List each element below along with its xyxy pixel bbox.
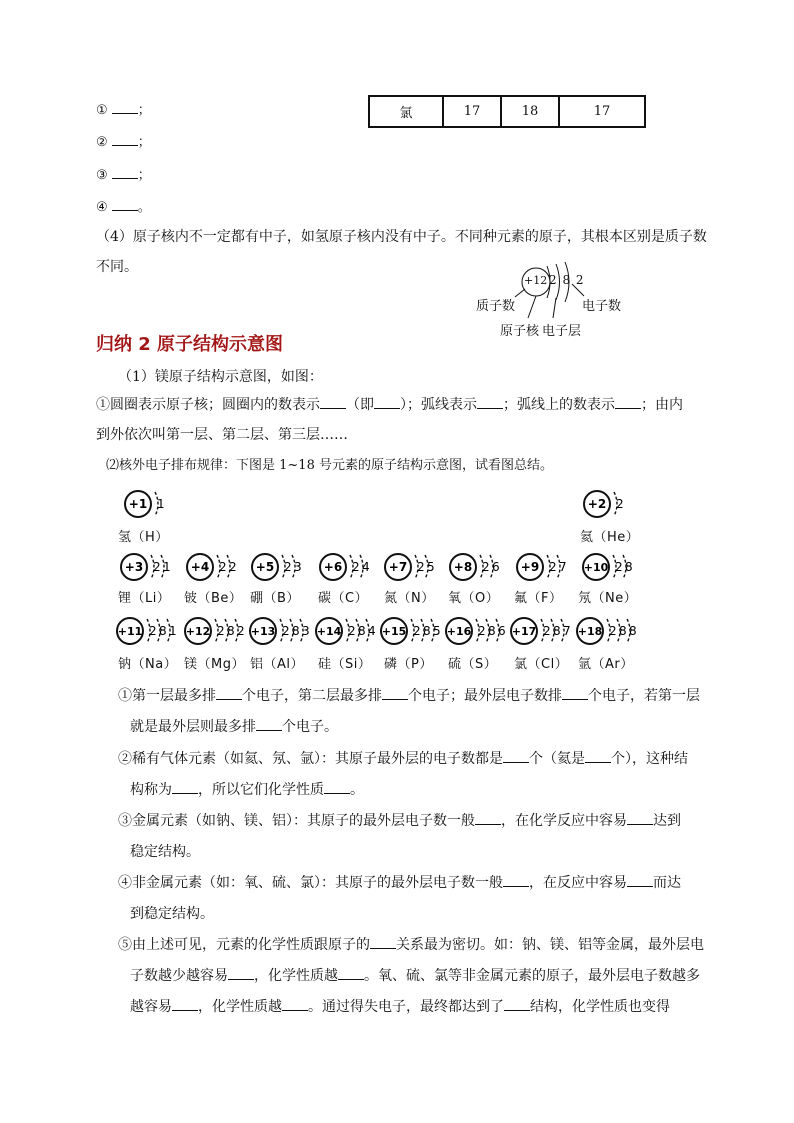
shell-electron-count: 1 [169,624,177,638]
atom-diagram [574,614,654,648]
rule3-line1 [118,811,681,831]
text: 。通过得失电子，最终都达到了 [308,999,504,1015]
answer-blank[interactable] [382,699,408,700]
answer-blank[interactable] [216,699,242,700]
text: 个电子，若第一层 [588,688,700,704]
text: 子数越少越容易 [130,968,228,984]
nucleus-charge: +4 [190,560,210,574]
shell-electron-count: 2 [543,624,551,638]
mg-nucleus-charge: +12 [524,274,548,287]
atom-label: 氦（He） [580,530,640,545]
list-item-1 [96,101,151,121]
answer-blank[interactable] [282,1010,308,1011]
answer-blank[interactable] [477,408,503,409]
atom-diagram [581,487,661,521]
shell-electron-count: 8 [227,624,235,638]
nucleus-charge: +3 [124,560,144,574]
shell-electron-count: 5 [427,560,435,574]
label-proton: 质子数 [476,299,516,314]
list-item-2 [96,133,151,153]
para1-line3: 到外依次叫第一层、第二层、第三层…… [96,427,348,443]
atom-diagram [122,487,202,521]
table-cell: 17 [443,96,501,127]
list-marker: ④ [96,200,108,215]
nucleus-charge: +12 [185,625,211,638]
shell-electron-count: 2 [282,624,290,638]
atom-label: 氖（Ne） [578,591,638,606]
atom-label: 铝（Al） [250,657,305,672]
atom-label: 钠（Na） [118,657,178,672]
nucleus-charge: +9 [520,560,540,574]
shell-electron-count: 2 [478,624,486,638]
table-cell: 17 [559,96,645,127]
rule5-line3 [130,997,670,1017]
text: ）；弧线表示 [400,397,477,413]
shell-electron-count: 2 [417,560,425,574]
para1-line1: （1）镁原子结构示意图，如图： [118,369,323,385]
nucleus-charge: +11 [117,625,143,638]
answer-blank[interactable] [228,979,254,980]
answer-blank[interactable] [503,762,529,763]
shell-electron-count: 2 [549,560,557,574]
text: 。 [350,782,364,798]
text: 达到 [653,813,681,829]
text: ，所以它们化学性质 [198,782,324,798]
shell-electron-count: 8 [625,560,633,574]
pointer-line [553,298,556,318]
answer-blank[interactable] [112,178,138,179]
para2-line1: ⑵核外电子排布规律：下图是 1~18 号元素的原子结构示意图，试看图总结。 [106,458,553,473]
answer-blank[interactable] [503,886,529,887]
separator: ； [137,103,151,118]
shell-electron-count: 2 [237,624,245,638]
answer-blank[interactable] [324,793,350,794]
pointer-line [515,289,525,297]
nucleus-charge: +6 [323,560,343,574]
text: 个电子。 [282,719,338,735]
shell-electron-count: 2 [482,560,490,574]
table-row [369,96,645,127]
text: （即 [346,397,374,413]
nucleus-charge: +10 [583,561,609,574]
shell-electron-count: 2 [615,560,623,574]
shell-electron-count: 7 [559,560,567,574]
atom-label: 锂（Li） [118,591,171,606]
answer-blank[interactable] [562,699,588,700]
shell-electron-count: 8 [488,624,496,638]
nucleus-charge: +8 [453,560,473,574]
list-marker: ③ [96,168,108,183]
shell-electron-count: 2 [352,560,360,574]
shell-electron-count: 8 [619,624,627,638]
shell-electron-count: 7 [563,624,571,638]
answer-blank[interactable] [475,824,501,825]
shell-electron-count: 2 [284,560,292,574]
label-electron: 电子数 [582,299,622,314]
answer-blank[interactable] [172,1010,198,1011]
nucleus-charge: +14 [316,625,342,638]
table-cell: 氯 [369,96,443,127]
nucleus-charge: +15 [381,625,407,638]
atom-label: 磷（P） [384,657,433,672]
shell-electron-count: 8 [292,624,300,638]
shell-electron-count: 1 [163,560,171,574]
text: 就是最外层则最多排 [130,719,256,735]
atom-diagram [580,550,660,584]
point4-line1: （4）原子核内不一定都有中子，如氢原子核内没有中子。不同种元素的原子，其根本区别是质子数 [96,229,707,245]
nucleus-charge: +2 [587,497,607,511]
atom-label: 硼（B） [250,591,300,606]
nucleus-charge: +1 [128,497,148,511]
text: ④非金属元素（如：氧、硫、氯）：其原子的最外层电子数一般 [118,875,503,891]
atom-label: 硅（Si） [318,657,372,672]
text: ②稀有气体元素（如氦、氖、氩）：其原子最外层的电子数都是 [118,751,503,767]
shell-electron-count: 2 [413,624,421,638]
point4-line2: 不同。 [96,259,138,275]
text: ，化学性质越 [198,999,282,1015]
table-cell: 18 [501,96,559,127]
shell-electron-count: 4 [368,624,376,638]
nucleus-charge: +7 [388,560,408,574]
answer-blank[interactable] [615,408,641,409]
nucleus-charge: +5 [255,560,275,574]
mg-shell-counts: 2 8 2 [549,273,585,287]
text: 个电子，第二层最多排 [242,688,382,704]
rule5-line1 [118,935,704,955]
answer-blank[interactable] [112,145,138,146]
rule2-line1 [118,749,688,769]
answer-blank[interactable] [504,1010,530,1011]
answer-blank[interactable] [627,824,653,825]
rule2-line2 [130,780,364,800]
shell-electron-count: 6 [492,560,500,574]
rule4-line2: 到稳定结构。 [130,906,214,922]
text: ①第一层最多排 [118,688,216,704]
atom-label: 氢（H） [118,530,169,545]
atom-label: 氧（O） [448,591,500,606]
label-layer: 电子层 [542,324,582,339]
shell-electron-count: 2 [219,560,227,574]
shell-electron-count: 8 [553,624,561,638]
text: ③金属元素（如钠、镁、铝）：其原子的最外层电子数一般 [118,813,475,829]
atom-label: 硫（S） [448,657,498,672]
answer-blank[interactable] [112,210,138,211]
nucleus-charge: +16 [446,625,472,638]
mg-structure-diagram [515,262,584,318]
atom-label: 氟（F） [514,591,563,606]
answer-blank[interactable] [374,408,400,409]
rule1-line1 [118,686,700,706]
para1-line2 [96,395,683,415]
separator: ； [137,135,151,150]
text: 结构，化学性质也变得 [530,999,670,1015]
text: 个），这种结 [611,751,688,767]
answer-blank[interactable] [585,762,611,763]
rule4-line1 [118,873,681,893]
nucleus-charge: +13 [250,625,276,638]
answer-blank[interactable] [320,408,346,409]
text: 关系最为密切。如：钠、镁、铝等金属，最外层电 [396,937,704,953]
pointer-line [528,296,536,318]
shell-electron-count: 8 [159,624,167,638]
atom-label: 铍（Be） [184,591,243,606]
text: 。氧、硫、氯等非金属元素的原子，最外层电子数越多 [364,968,700,984]
shell-electron-count: 2 [348,624,356,638]
rule1-line2 [130,717,338,737]
shell-electron-count: 3 [302,624,310,638]
shell-electron-count: 2 [616,497,624,511]
shell-electron-count: 2 [229,560,237,574]
text: ，在反应中容易 [529,875,627,891]
nucleus-charge: +18 [577,625,603,638]
shell-electron-count: 1 [157,497,165,511]
shell-electron-count: 2 [609,624,617,638]
text: 个电子；最外层电子数排 [408,688,562,704]
text: 个（氦是 [529,751,585,767]
answer-blank[interactable] [338,979,364,980]
shell-electron-count: 2 [149,624,157,638]
shell-electron-count: 4 [362,560,370,574]
shell-electron-count: 8 [423,624,431,638]
text: 越容易 [130,999,172,1015]
rule5-line2 [130,966,700,986]
separator: 。 [137,200,151,215]
atom-label: 镁（Mg） [184,657,245,672]
text: ⑤由上述可见，元素的化学性质跟原子的 [118,937,370,953]
answer-blank[interactable] [370,948,396,949]
separator: ； [137,168,151,183]
atom-label: 氮（N） [384,591,435,606]
text: ；由内 [641,397,683,413]
list-marker: ② [96,135,108,150]
element-table [368,95,646,128]
shell-electron-count: 5 [433,624,441,638]
answer-blank[interactable] [112,113,138,114]
text: ，在化学反应中容易 [501,813,627,829]
shell-electron-count: 3 [294,560,302,574]
text: ；弧线上的数表示 [503,397,615,413]
section-heading: 归纳 2 原子结构示意图 [96,334,284,355]
text: ①圆圈表示原子核；圆圈内的数表示 [96,397,320,413]
shell-electron-count: 2 [153,560,161,574]
shell-electron-count: 2 [217,624,225,638]
nucleus-charge: +17 [511,625,537,638]
atom-label: 氯（Cl） [514,657,569,672]
answer-blank[interactable] [172,793,198,794]
text: ，化学性质越 [254,968,338,984]
rule3-line2: 稳定结构。 [130,844,200,860]
list-marker: ① [96,103,108,118]
label-nucleus: 原子核 [500,324,540,339]
answer-blank[interactable] [627,886,653,887]
shell-electron-count: 8 [358,624,366,638]
shell-electron-count: 8 [629,624,637,638]
atom-label: 氩（Ar） [578,657,634,672]
atom-label: 碳（C） [318,591,369,606]
list-item-4 [96,198,151,218]
text: 而达 [653,875,681,891]
list-item-3 [96,166,151,186]
text: 构称为 [130,782,172,798]
answer-blank[interactable] [256,730,282,731]
shell-electron-count: 6 [498,624,506,638]
